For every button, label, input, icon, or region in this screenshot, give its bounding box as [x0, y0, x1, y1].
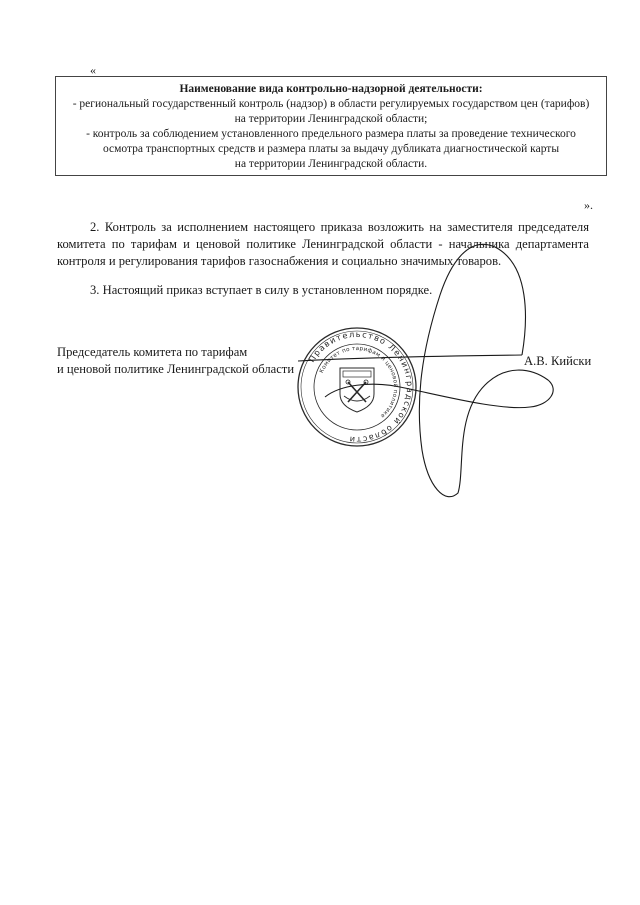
paragraph-2: 2. Контроль за исполнением настоящего приказа возложить на заместителя председателя комитета по тарифам и ценовой политике Ленинградской области - начальника департамента контроля и регулирования тарифов газоснабжения и социально значимых товаров.	[57, 220, 589, 268]
activity-type-line: - региональный государственный контроль (надзор) в области регулируемых государством цен (тарифов)	[72, 98, 590, 110]
signatory-title-line: Председатель комитета по тарифам	[57, 345, 248, 359]
seal-outer-text: Правительство Ленинградской области	[306, 328, 416, 446]
activity-type-line: осмотра транспортных средств и размера платы за выдачу дубликата диагностической карты	[102, 143, 560, 155]
activity-type-heading: Наименование вида контрольно-надзорной деятельности:	[179, 83, 483, 95]
activity-type-box	[55, 76, 607, 176]
activity-type-line: на территории Ленинградской области;	[234, 113, 428, 125]
closing-quote-mark: ».	[584, 198, 593, 212]
opening-quote-mark: «	[90, 63, 96, 77]
handwritten-signature	[290, 225, 580, 510]
signatory-name: А.В. Кийски	[524, 354, 592, 368]
signatory-title-line: и ценовой политике Ленинградской области	[57, 362, 295, 376]
activity-type-line: на территории Ленинградской области.	[234, 158, 428, 170]
seal-inner-text: Комитет по тарифам и ценовой политике	[318, 345, 399, 419]
activity-type-line: - контроль за соблюдением установленного предельного размера платы за проведение технического	[86, 128, 576, 140]
paragraph-3: 3. Настоящий приказ вступает в силу в установленном порядке.	[90, 283, 433, 297]
